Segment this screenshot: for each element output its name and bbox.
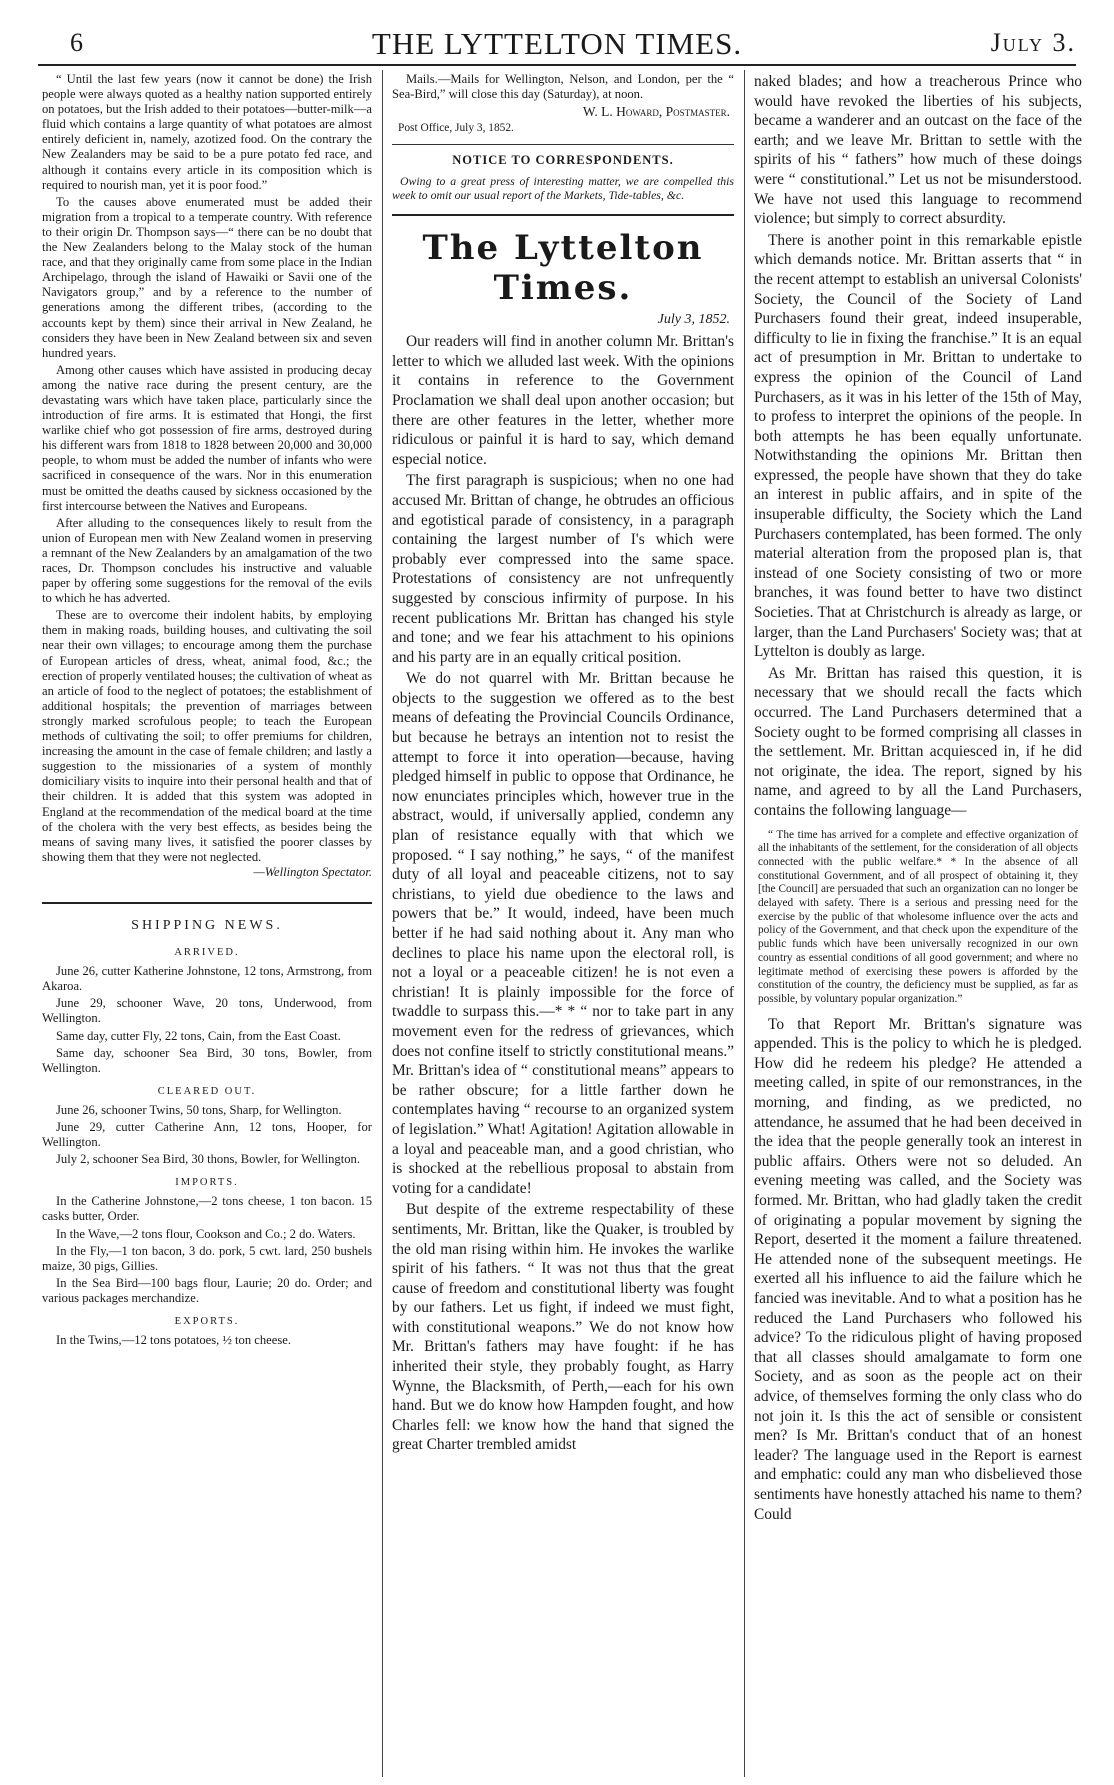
shipping-entry: In the Twins,—12 tons potatoes, ½ ton cheese. [56,1333,291,1348]
column-divider [744,70,745,1777]
shipping-entry: June 29, cutter Catherine Ann, 12 tons, Hooper, for Wellington. [42,1120,372,1150]
shipping-entry: July 2, schooner Sea Bird, 30 thons, Bowler, for Wellington. [56,1152,360,1167]
page-number: 6 [70,28,83,57]
article-paragraph: To that Report Mr. Brittan's signature was appended. This is the policy to which he is pledged. How did he redeem his pledge? He attended a meeting called, in spite of our remonstrances, in the morning, and finding, as we predicted, no attendance, he assumed that he had been deceived in the idea that the people generally took an interest in public affairs. Others were not so deluded. An evening meeting was called, and the Society was formed. Mr. Brittan, who had gladly taken the credit of originating a popular movement by signing the Report, deserted it the moment a failure threatened. He attended none of the subsequent meetings. He exerted all his influence to aid the failure which he fancied was inevitable. And to what a position has he reduced the Land Purchasers who followed his advice? To the ridiculous plight of having proposed that all classes should amalgamate to form one Society, and as soon as the people act on their advice, of themselves forming the only class who do not join it. Is this the act of sensible or consistent men? Is Mr. Brittan's conduct that of an honest leader? The language used in the Report is earnest and emphatic: could any man who disbelieved those sentiments have honestly attached his name to them? Could [754,1015,1082,1523]
shipping-entry: Same day, schooner Sea Bird, 30 tons, Bowler, from Wellington. [42,1045,372,1075]
editorial-dateline: July 3, 1852. [657,312,730,328]
newspaper-title: THE LYTTELTON TIMES. [371,26,743,61]
article-paragraph: Our readers will find in another column Mr. Brittan's letter to which we alluded last week. With the opinions it contains in reference to the Government Proclamation we shall deal upon another occasion; but there are other features in the letter, whether more ridiculous or painful it is hard to say, which demand especial notice. [392,333,734,468]
header-rule [38,64,1076,66]
shipping-entry: June 26, schooner Twins, 50 tons, Sharp, for Wellington. [56,1102,342,1117]
editorial-continued-2 [754,1015,1082,1524]
article-paragraph: To the causes above enumerated must be added their migration from a tropical to a temperate country. With reference to their origin Dr. Thompson says—“ there can be no doubt that the New Zealanders belong to the Malay stock of the human race, and that they originally came from some place in the Indian Archipelago, through the island of Hawaiki or Savii one of the Navigators group,” and by a reference to the number of generations among the different tribes, (according to the accounts kept by them) since their arrival in New Zealand, he considers they have been in New Zealand between six and seven hundred years. [42,194,372,360]
article-paragraph: Among other causes which have assisted in producing decay among the native race during the present century, are the devastating wars which have taken place, particularly since the introduction of fire arms. It is estimated that Hongi, the first warlike chief who got possession of fire arms, destroyed during his different wars from 1818 to 1828 between 20,000 and 30,000 people, to whom must be added the number of infants who were sacrificed in consequence of the wars. Nor in this enumeration must be omitted the deaths caused by sickness occasioned by the first intercourse between the Natives and Europeans. [42,362,372,513]
post-office-line: Post Office, July 3, 1852. [398,122,514,135]
shipping-news-heading: SHIPPING NEWS. [42,902,372,933]
arrived-heading: ARRIVED. [174,947,240,959]
column-divider [382,70,383,1777]
page-header [38,24,1076,60]
editorial-masthead: The Lyttelton Times. [392,214,734,308]
shipping-entry: June 29, schooner Wave, 20 tons, Underwood, from Wellington. [42,996,372,1026]
article-paragraph: There is another point in this remarkable epistle which demands notice. Mr. Brittan asserts that “ in the recent attempt to establish an universal Colonists' Society, the Council of the Society of Land Purchasers found their great, indeed insuperable, difficulty to lie in fixing the franchise.” It is an equal act of presumption in Mr. Brittan to undertake to express the opinion of the Council of Land Purchasers, as it was in his letter of the 15th of May, to profess to interpret the opinions of the people. In both attempts he has been equally unfortunate. Notwithstanding the opinions Mr. Brittan then expressed, the people have shown that they do take an interest in public affairs, and in spite of the insuperable difficulty, the Society which the Land Purchasers contemplated, has been formed. The only material alteration from the proposed plan is, that instead of one Society consisting of two or more branches, it was found better to have two distinct Societies. That at Christchurch is already as large, or larger, than the Land Purchasers' Society was; that at Lyttelton is doubly as large. [754,231,1082,661]
column-3 [754,72,1082,1775]
article-paragraph: After alluding to the consequences likely to result from the union of European men with New Zealand women in preserving a remnant of the New Zealanders by an amalgamation of the two races, Dr. Thompson concludes his instructive and valuable paper by offering some suggestions for the removal of the evils to which he has adverted. [42,515,372,606]
shipping-entry: In the Sea Bird—100 bags flour, Laurie; 20 do. Order; and various packages merchandize. [42,1275,372,1305]
article-paragraph: naked blades; and how a treacherous Prince who would have revoked the liberties of his subjects, became a wanderer and an outcast on the face of the earth; and we leave Mr. Brittan to settle with the spirits of his “ fathers” how much of these doings were “ constitutional.” Let us not be misunderstood. We have not used this language to recommend violence; but simply to correct absurdity. [754,73,1082,228]
article-source: —Wellington Spectator. [253,864,372,879]
article-paragraph: The first paragraph is suspicious; when no one had accused Mr. Brittan of change, he obtrudes an officious and egotistical parade of consistency, in a paragraph containing the largest number of I's which were probably ever compressed into the same space. Protestations of consistency are not unfrequently suggested by conscious infirmity of purpose. In his recent publications Mr. Brittan has changed his style and tone; and we fear his attachment to his opinions and his party are in an equally critical position. [392,472,734,666]
shipping-entry: June 26, cutter Katherine Johnstone, 12 tons, Armstrong, from Akaroa. [42,964,372,994]
article-paragraph: We do not quarrel with Mr. Brittan because he objects to the suggestion we offered as to the best means of defeating the Provincial Councils Ordinance, but because he betrays an intention not to resist the attempt to force it into operation—because, having pledged himself in public to oppose that Ordinance, he now enunciates principles which, however true in the abstract, would, if universally applied, condemn any plan of resistance equally with that which we proposed. “ I say nothing,” he says, “ of the manifest duty of all loyal and peaceable citizens, not to say christians, to yield due obedience to the laws and powers that be.” It would, indeed, have been much better if he had said nothing about it. Any man who declines to place his name upon the electoral roll, is not a loyal or a peaceable citizen! he is not even a christian! It is plainly impossible for the force of twaddle to surpass this.—* * “ nor to take part in any movement even for the redress of grievances, which does not confine itself to strictly constitutional means.” Mr. Brittan's idea of “ constitutional means” appears to be rather obscure; for a little farther down he contemplates having “ recourse to an organized system of legislation.” What! Agitation! Agitation allowable in a loyal and peaceable man, and a good christian, who is shocked at the rebellious proposal to abstain from voting for a candidate! [392,670,734,1197]
notice-text: Owing to a great press of interesting matter, we are compelled this week to omit our usual report of the Markets, Tide-tables, &c. [392,174,734,203]
shipping-entry: Same day, cutter Fly, 22 tons, Cain, from the East Coast. [56,1028,341,1043]
editorial-continued [754,72,1082,821]
shipping-entry: In the Fly,—1 ton bacon, 3 do. pork, 5 cwt. lard, 250 bushels maize, 30 pigs, Gillies. [42,1243,372,1273]
article-paragraph: These are to overcome their indolent habits, by employing them in making roads, building houses, and cultivating the soil near their own villages; to encourage among them the purchase of European articles of dress, wheat, animal food, &c.; the erection of properly ventilated houses; the cultivation of wheat as an article of food to the neglect of potatoes; the establishment of additional hospitals; the prevention of marriages between strongly marked scrofulous people; to teach the European methods of cultivating the soil; to offer premiums for children, increasing the amount in the case of female children; and lastly a suggestion to the missionaries of a system of monthly domiciliary visits to inquire into their personal health and that of their children. It is added that this system was adopted in England at the recommendation of the medical board at the time of the cholera with the very best effects, as besides being the means of saving many lives, it satisfied the poorer classes by showing them that they were not neglected. [42,608,372,864]
postmaster-signature: W. L. Howard, Postmaster. [582,104,730,120]
shipping-entry: In the Wave,—2 tons flour, Cookson and Co.; 2 do. Waters. [56,1226,356,1241]
article-paragraph: As Mr. Brittan has raised this question, it is necessary that we should recall the facts which occurred. The Land Purchasers determined that a Society ought to be formed comprising all classes in the settlement. Mr. Brittan acquiesced in, if he did not originate, the idea. The report, signed by his name, and agreed to by all the Land Purchasers, contains the following language— [754,664,1082,819]
article-paragraph: But despite of the extreme respectability of these sentiments, Mr. Brittan, like the Quaker, is troubled by the old man rising within him. He invokes the warlike spirit of his fathers. “ It was not thus that the great cause of freedom and constitutional liberty was fought by our fathers. Let us fight, if indeed we must fight, with constitutional weapons.” We do not know how Mr. Brittan's fathers may have fought: if he has inherited their style, they probably fought, as Harry Wynne, the Blacksmith, of Perth,—each for his own hand. But we do know how Hampden fought, and how Charles fell: we know how the hand that signed the great Charter trembled amidst [392,1201,734,1454]
column-1 [42,72,372,1775]
notice-heading: NOTICE TO CORRESPONDENTS. [392,144,734,168]
article-paragraph: “ Until the last few years (now it cannot be done) the Irish people were always quoted as a healthy nation supported entirely on potatoes, but the Irish added to their potatoes—butter-milk—a fluid which contains a large quantity of what potatoes are almost entirely deficient in, namely, azotized food. On the contrary the New Zealanders may be said to be a pure potato fed race, and although it contains every article in its composition which is required to nourish man, yet it is poor food.” [42,72,372,192]
column-2 [392,72,734,1775]
imports-heading: IMPORTS. [175,1177,239,1189]
editorial-body [392,332,734,1455]
quoted-report: “ The time has arrived for a complete and effective organization of all the inhabitants of the settlement, for the consideration of all objects connected with the public welfare.* * In the absence of all constitutional Government, and of all prospect of obtaining it, they [the Council] are persuaded that such an organization can no longer be delayed with safety. There is a serious and pressing need for the exercise by the public of that wholesome influence over the acts and policy of the Government, and that check upon the expenditure of the public funds which have been universally recognized in our own country as essential conditions of all good government; and where no legitimate method of exercising these powers is afforded by the constitution of the country, the deficiency must be supplied, as far as possible, by voluntary popular organization.” [758,828,1078,1005]
issue-date: July 3. [990,28,1076,57]
cleared-out-heading: CLEARED OUT. [157,1085,257,1097]
exports-heading: EXPORTS. [174,1316,240,1328]
shipping-entry: In the Catherine Johnstone,—2 tons cheese, 1 ton bacon. 15 casks butter, Order. [42,1194,372,1224]
mails-notice: Mails.—Mails for Wellington, Nelson, and London, per the “ Sea-Bird,” will close this day (Saturday), at noon. [392,72,734,102]
